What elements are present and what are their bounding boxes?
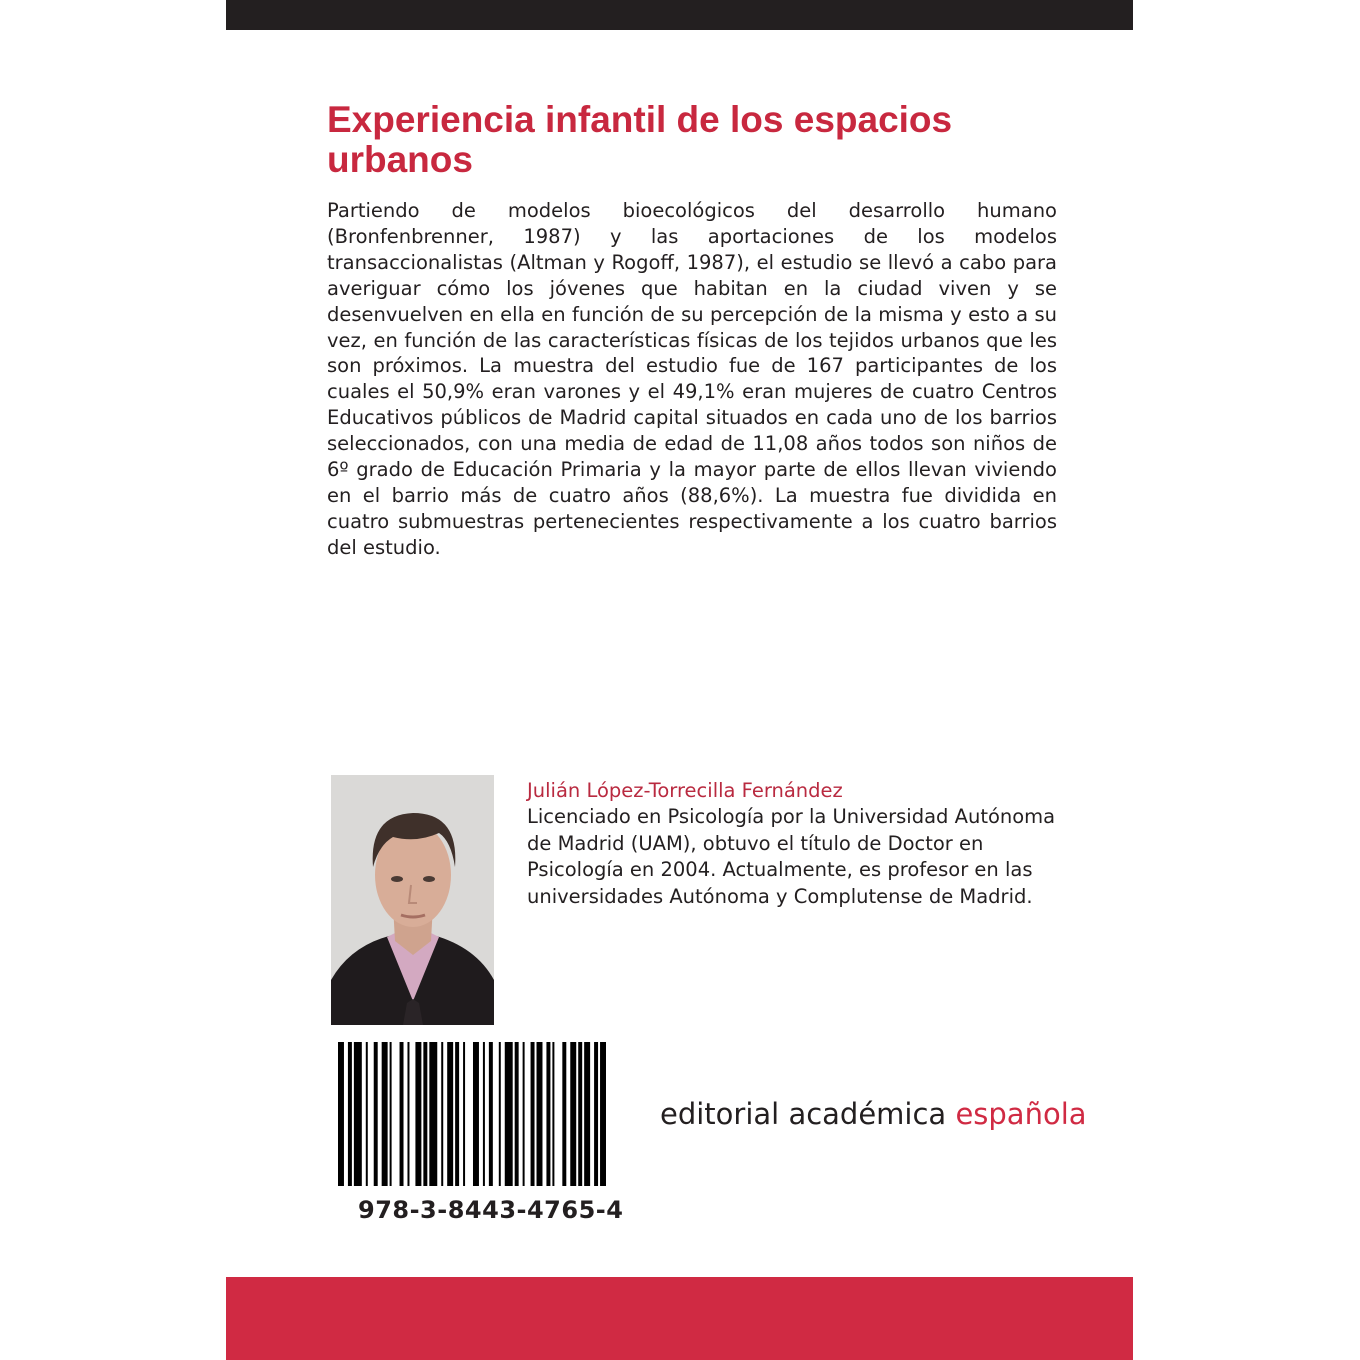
book-title: Experiencia infantil de los espacios urbanos	[327, 99, 953, 180]
barcode-bar	[584, 1042, 590, 1186]
barcode-bar	[489, 1042, 493, 1186]
barcode-bar	[473, 1042, 479, 1186]
barcode-bar	[366, 1042, 368, 1186]
barcode-bar	[505, 1042, 513, 1186]
barcode-bar	[455, 1042, 459, 1186]
publisher-name-accent: española	[955, 1097, 1087, 1131]
barcode-bar	[523, 1042, 525, 1186]
barcode-bar	[546, 1042, 550, 1186]
isbn-number: 978-3-8443-4765-4	[358, 1196, 624, 1224]
barcode-bar	[382, 1042, 388, 1186]
isbn-barcode	[338, 1042, 606, 1186]
author-photo	[331, 775, 494, 1025]
barcode-bar	[463, 1042, 465, 1186]
barcode-bar	[348, 1042, 352, 1186]
barcode-bar	[578, 1042, 582, 1186]
barcode-bar	[537, 1042, 543, 1186]
barcode-bar	[552, 1042, 554, 1186]
barcode-bar	[483, 1042, 485, 1186]
barcode-bar	[447, 1042, 453, 1186]
barcode-bar	[594, 1042, 598, 1186]
bottom-color-band	[226, 1277, 1133, 1360]
barcode-bar	[354, 1042, 362, 1186]
barcode-bar	[390, 1042, 392, 1186]
barcode-bar	[499, 1042, 501, 1186]
barcode-bar	[531, 1042, 535, 1186]
barcode-bar	[562, 1042, 566, 1186]
publisher-logo	[660, 1096, 1087, 1132]
barcode-bar	[407, 1042, 409, 1186]
top-color-band	[226, 0, 1133, 30]
barcode-bar	[600, 1042, 606, 1186]
barcode-bar	[415, 1042, 421, 1186]
barcode-bar	[429, 1042, 437, 1186]
barcode-bar	[423, 1042, 427, 1186]
barcode-bar	[570, 1042, 576, 1186]
author-name: Julián López-Torrecilla Fernández	[527, 779, 843, 802]
publisher-name: editorial académica	[660, 1097, 947, 1131]
author-bio: Licenciado en Psicología por la Universidad Autónoma de Madrid (UAM), obtuvo el título de Doctor en Psicología en 2004. Actualmente, es profesor en las universidades Autónoma y Complutense de Madrid.	[527, 805, 1056, 908]
barcode-bar	[441, 1042, 443, 1186]
barcode-bar	[515, 1042, 519, 1186]
book-blurb: Partiendo de modelos bioecológicos del desarrollo humano (Bronfenbrenner, 1987) y las aportaciones de los modelos transaccionalistas (Altman y Rogoff, 1987), el estudio se llevó a cabo para averiguar cómo los jóvenes que habitan en la ciudad viven y se desenvuelven en ella en función de su percepción de la misma y esto a su vez, en función de las características físicas de los tejidos urbanos que les son próximos. La muestra del estudio fue de 167 participantes de los cuales el 50,9% eran varones y el 49,1% eran mujeres de cuatro Centros Educativos públicos de Madrid capital situados en cada uno de los barrios seleccionados, con una media de edad de 11,08 años todos son niños de 6º grado de Educación Primaria y la mayor parte de ellos llevan viviendo en el barrio más de cuatro años (88,6%). La muestra fue dividida en cuatro submuestras pertenecientes respectivamente a los cuatro barrios del estudio.	[327, 199, 1057, 559]
book-back-cover	[226, 0, 1133, 1360]
barcode-bar	[338, 1042, 344, 1186]
barcode-bar	[400, 1042, 404, 1186]
barcode-bar	[374, 1042, 378, 1186]
